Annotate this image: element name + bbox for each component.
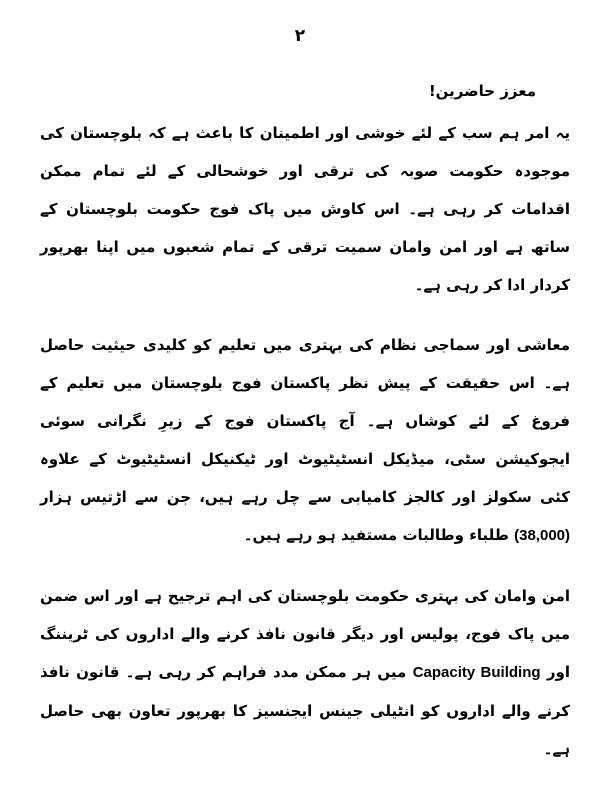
paragraph-development: یہ امر ہم سب کے لئے خوشی اور اطمینان کا باعث ہے کہ بلوچستان کی موجودہ حکومت صوبہ کی ترقی اور خوشحالی کے لئے تمام ممکن اقدامات کر رہی ہے۔ اس کاوش میں پاک فوج حکومت بلوچستان کے ساتھ ہے اور امن وامان سمیت ترقی کے تمام شعبوں میں اپنا بھرپور کردار ادا کر رہی ہے۔ bbox=[40, 124, 570, 294]
paragraph-security bbox=[40, 577, 570, 768]
paragraph-security-text: امن وامان کی بہتری حکومت بلوچستان کی اہم ترجیح ہے اور اس ضمن میں پاک فوج، پولیس اور دیگر قانون نافذ کرنے والے اداروں کی ٹریننگ اور bbox=[40, 587, 570, 681]
student-count: (38,000) bbox=[514, 527, 570, 544]
page-number: ۲ bbox=[294, 26, 306, 46]
capacity-building-term: Capacity Building bbox=[412, 664, 541, 681]
document-body bbox=[40, 72, 570, 790]
paragraph-education-text: معاشی اور سماجی نظام کی بہتری میں تعلیم کو کلیدی حیثیت حاصل ہے۔ اس حقیقت کے پیش نظر پاکستان فوج بلوچستان میں تعلیم کے فروغ کے لئے کوشاں ہے۔ آج پاکستان فوج کے زیرِ نگرانی سوئی ایجوکیشن سٹی، میڈیکل انسٹیٹیوٹ اور ٹیکنیکل انسٹیٹیوٹ کے علاوہ کئی سکولز اور کالجز کامیابی سے چل رہے ہیں، جن سے اڑتیس ہزار bbox=[40, 336, 570, 506]
paragraph-security-tail: میں ہر ممکن مدد فراہم کر رہی ہے۔ قانون نافذ کرنے والے اداروں کو انٹیلی جینس ایجنسیز کا بھرپور تعاون بھی حاصل ہے۔ bbox=[40, 663, 570, 758]
salutation: معزز حاضرین! bbox=[428, 82, 536, 100]
paragraph-education-tail: طلباء وطالبات مستفید ہو رہے ہیں۔ bbox=[243, 526, 509, 544]
paragraph-education bbox=[40, 326, 570, 555]
